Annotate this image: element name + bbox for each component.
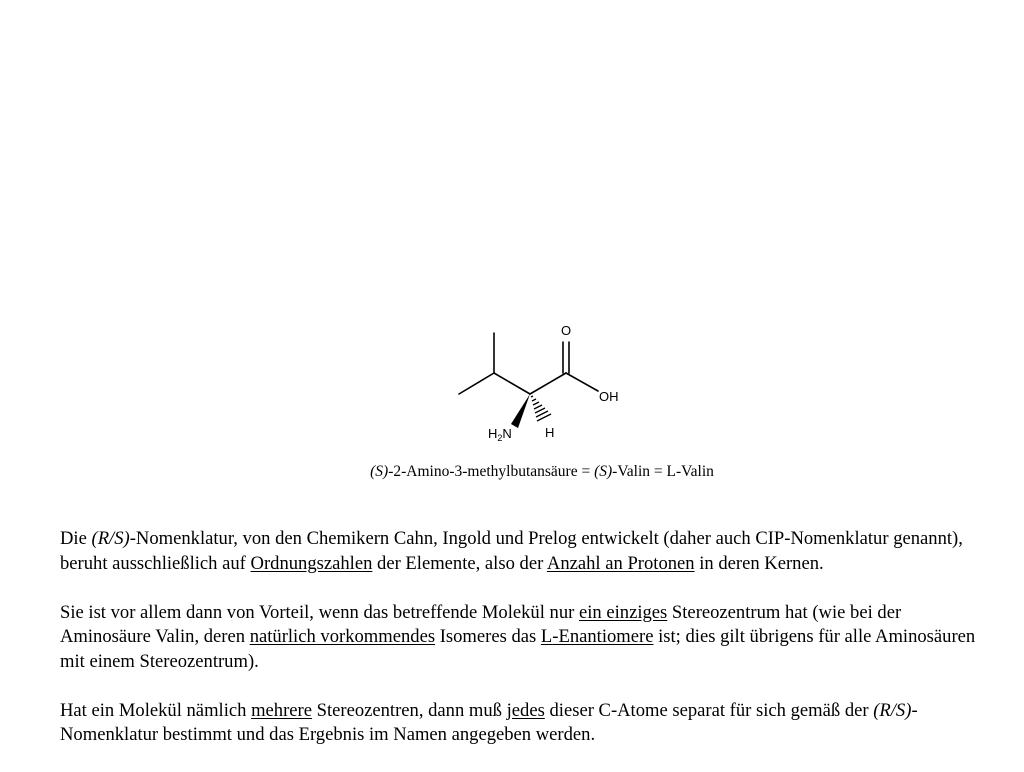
p1-rs-descriptor: (R/S)	[91, 528, 130, 549]
p2-text-4: ist; dies gilt übrigens für alle Aminosäuren mit einem Stereozentrum).	[60, 626, 976, 672]
p3-underline-jedes: jedes	[506, 699, 545, 721]
atom-label-oh: OH	[599, 389, 619, 404]
caption-text-2: -Valin =	[612, 463, 667, 480]
p1-text-3: der Elemente, also der	[372, 552, 547, 574]
p2-l-descriptor: L	[540, 626, 553, 647]
atom-label-h2n-n: N	[502, 426, 512, 441]
atom-label-h2n-h: H	[488, 426, 498, 441]
atom-label-h2n	[488, 426, 512, 443]
caption-l-descriptor: L	[666, 463, 676, 480]
p3-text-4: -Nomenklatur bestimmt und das Ergebnis im Namen angegeben werden.	[60, 699, 918, 745]
p1-underline-protonen: Anzahl an Protonen	[546, 552, 695, 574]
paragraph-cip-definition	[60, 527, 990, 576]
valine-structure-diagram	[440, 318, 640, 448]
p2-enantiomere: -Enantiomere	[552, 626, 654, 647]
caption-s-descriptor-2: (S)	[594, 463, 613, 480]
caption-text-1: -2-Amino-3-methylbutansäure =	[388, 463, 595, 480]
p2-underline-ein-einziges: ein einziges	[578, 601, 668, 623]
p1-text-1: Die	[60, 528, 92, 549]
p2-underline-natuerlich: natürlich vorkommendes	[249, 626, 436, 647]
p3-text-2: Stereozentren, dann muß	[311, 699, 507, 721]
bond-methyl-left	[459, 373, 494, 394]
p2-text-1: Sie ist vor allem dann von Vorteil, wenn das betreffende Molekül nur	[60, 601, 579, 623]
p2-text-2: Stereozentrum hat (wie bei der Aminosäure Valin, deren	[60, 601, 902, 647]
p2-text-3: Isomeres das	[435, 626, 541, 647]
explanation-text	[60, 527, 990, 772]
structure-caption	[0, 463, 1024, 481]
paragraph-single-stereocenter	[60, 601, 990, 675]
caption-text-3: -Valin	[676, 463, 714, 480]
atom-label-h2n-sub: 2	[497, 433, 503, 443]
bond-ch-calpha	[494, 373, 530, 394]
p1-text-4: in deren Kernen.	[694, 552, 824, 574]
p3-text-3: dieser C-Atome separat für sich gemäß der	[544, 699, 874, 721]
bond-c-oh	[566, 373, 598, 391]
p3-text-1: Hat ein Molekül nämlich	[60, 699, 252, 721]
paragraph-multiple-stereocenters	[60, 699, 990, 748]
p3-rs-descriptor: (R/S)	[873, 699, 912, 721]
bond-calpha-cooh	[530, 373, 566, 394]
atom-label-o: O	[561, 323, 572, 338]
hashed-bond-h	[531, 396, 551, 421]
p1-text-2: -Nomenklatur, von den Chemikern Cahn, Ingold und Prelog entwickelt (daher auch CIP-Nomenklatur genannt), beruht ausschließlich auf	[60, 528, 963, 574]
atom-label-h: H	[545, 425, 555, 440]
p2-underline-l-enantiomere	[541, 626, 654, 647]
caption-s-descriptor-1: (S)	[370, 463, 389, 480]
p1-underline-ordnungszahlen: Ordnungszahlen	[250, 552, 373, 574]
p3-underline-mehrere: mehrere	[251, 699, 312, 721]
wedge-bond-nh2	[511, 394, 530, 428]
